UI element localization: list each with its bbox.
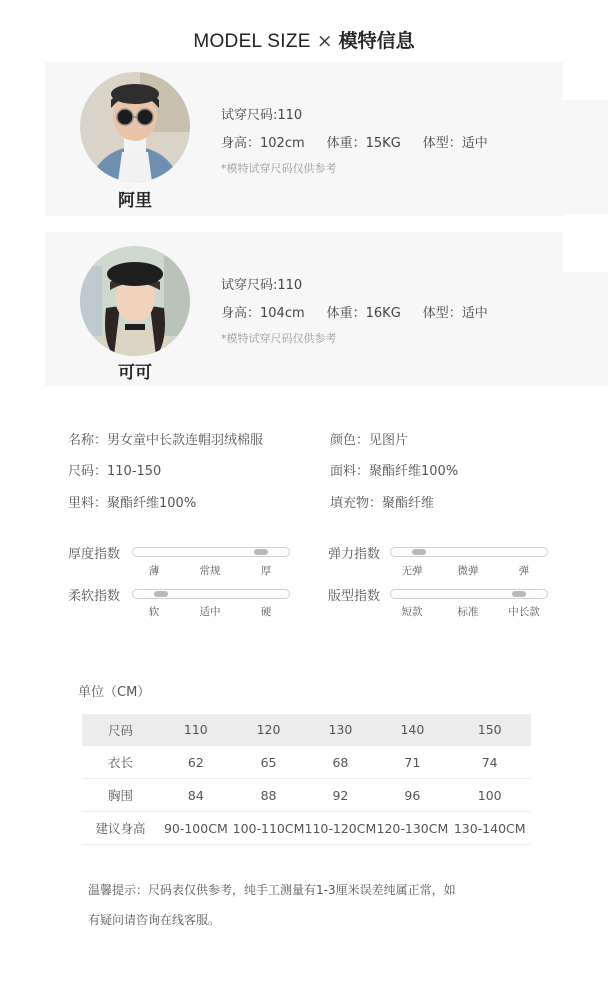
table-cell: 衣长 bbox=[82, 746, 159, 779]
attr-color: 颜色：见图片 bbox=[330, 433, 409, 448]
table-cell: 74 bbox=[448, 746, 531, 779]
size-table-header-cell: 尺码 bbox=[82, 714, 159, 746]
size-table-header-cell: 120 bbox=[233, 714, 305, 746]
table-cell: 100 bbox=[448, 779, 531, 812]
table-cell: 96 bbox=[376, 779, 448, 812]
size-table-header-cell: 150 bbox=[448, 714, 531, 746]
table-cell: 71 bbox=[376, 746, 448, 779]
model-card-1 bbox=[45, 62, 563, 216]
model-note-1: *模特试穿尺码仅供参考 bbox=[221, 162, 337, 175]
model-trial-size-2: 试穿尺码:110 bbox=[221, 278, 303, 293]
model-height-2: 身高：104cm bbox=[221, 306, 305, 321]
fit-tick-low: 短款 bbox=[401, 606, 423, 618]
elasticity-index-track bbox=[390, 547, 548, 557]
softness-tick-low: 软 bbox=[148, 606, 160, 618]
table-cell: 92 bbox=[304, 779, 376, 812]
fit-index-marker bbox=[512, 591, 526, 597]
model-stats-1 bbox=[221, 132, 510, 151]
table-row bbox=[82, 812, 531, 845]
header-title-cn: 模特信息 bbox=[338, 30, 415, 52]
tip-line-1: 温馨提示：尺码表仅供参考，纯手工测量有1-3厘米误差纯属正常，如 bbox=[88, 883, 456, 897]
model-build-2: 体型：适中 bbox=[422, 306, 488, 321]
model-height-1: 身高：102cm bbox=[221, 136, 305, 151]
attr-filling: 填充物：聚酯纤维 bbox=[330, 496, 435, 511]
model-build-1: 体型：适中 bbox=[422, 136, 488, 151]
table-cell: 62 bbox=[159, 746, 233, 779]
size-table-header bbox=[82, 714, 531, 746]
softness-index-label: 柔软指数 bbox=[68, 589, 121, 604]
header-separator: × bbox=[316, 30, 333, 52]
fit-tick-mid: 标准 bbox=[457, 606, 479, 618]
table-cell: 65 bbox=[233, 746, 305, 779]
card-edge-1 bbox=[563, 100, 608, 214]
model-note-2: *模特试穿尺码仅供参考 bbox=[221, 332, 337, 345]
table-cell: 100-110CM bbox=[233, 812, 305, 845]
model-card-2 bbox=[45, 232, 563, 386]
table-row bbox=[82, 779, 531, 812]
thickness-tick-mid: 常规 bbox=[199, 565, 221, 577]
table-row bbox=[82, 746, 531, 779]
thickness-index-label: 厚度指数 bbox=[68, 547, 121, 562]
elasticity-index-label: 弹力指数 bbox=[328, 547, 381, 562]
attr-fabric: 面料：聚酯纤维100% bbox=[330, 464, 459, 479]
size-table-unit: 单位（CM） bbox=[78, 685, 151, 700]
size-table bbox=[82, 714, 531, 845]
table-cell: 68 bbox=[304, 746, 376, 779]
size-table-header-cell: 110 bbox=[159, 714, 233, 746]
thickness-index-track bbox=[132, 547, 290, 557]
table-cell: 120-130CM bbox=[376, 812, 448, 845]
model-name-2: 可可 bbox=[118, 363, 152, 383]
attr-name: 名称：男女童中长款连帽羽绒棉服 bbox=[68, 433, 264, 448]
table-cell: 84 bbox=[159, 779, 233, 812]
softness-index-marker bbox=[154, 591, 168, 597]
attr-lining: 里料：聚酯纤维100% bbox=[68, 496, 197, 511]
table-cell: 胸围 bbox=[82, 779, 159, 812]
size-table-header-cell: 130 bbox=[304, 714, 376, 746]
table-cell: 90-100CM bbox=[159, 812, 233, 845]
fit-index-track bbox=[390, 589, 548, 599]
model-name-1: 阿里 bbox=[118, 191, 152, 211]
model-weight-1: 体重：15KG bbox=[326, 136, 401, 151]
softness-tick-mid: 适中 bbox=[199, 606, 221, 618]
model-photo-1 bbox=[80, 72, 190, 182]
page-header bbox=[0, 26, 608, 53]
thickness-index-marker bbox=[254, 549, 268, 555]
thickness-tick-high: 厚 bbox=[260, 565, 272, 577]
table-cell: 88 bbox=[233, 779, 305, 812]
attr-size: 尺码：110-150 bbox=[68, 464, 162, 479]
softness-index-track bbox=[132, 589, 290, 599]
model-trial-size-1: 试穿尺码:110 bbox=[221, 108, 303, 123]
table-cell: 110-120CM bbox=[304, 812, 376, 845]
model-weight-2: 体重：16KG bbox=[326, 306, 401, 321]
table-cell: 130-140CM bbox=[448, 812, 531, 845]
model-photo-2 bbox=[80, 246, 190, 356]
elasticity-index-marker bbox=[412, 549, 426, 555]
size-table-header-cell: 140 bbox=[376, 714, 448, 746]
card-edge-2 bbox=[563, 272, 608, 386]
elasticity-tick-low: 无弹 bbox=[401, 565, 423, 577]
fit-tick-high: 中长款 bbox=[508, 606, 540, 618]
header-title-en: MODEL SIZE bbox=[193, 31, 311, 52]
elasticity-tick-high: 弹 bbox=[518, 565, 530, 577]
tip-line-2: 有疑问请咨询在线客服。 bbox=[88, 913, 221, 927]
elasticity-tick-mid: 微弹 bbox=[457, 565, 479, 577]
model-stats-2 bbox=[221, 302, 510, 321]
table-cell: 建议身高 bbox=[82, 812, 159, 845]
softness-tick-high: 硬 bbox=[260, 606, 272, 618]
thickness-tick-low: 薄 bbox=[148, 565, 160, 577]
fit-index-label: 版型指数 bbox=[328, 589, 381, 604]
